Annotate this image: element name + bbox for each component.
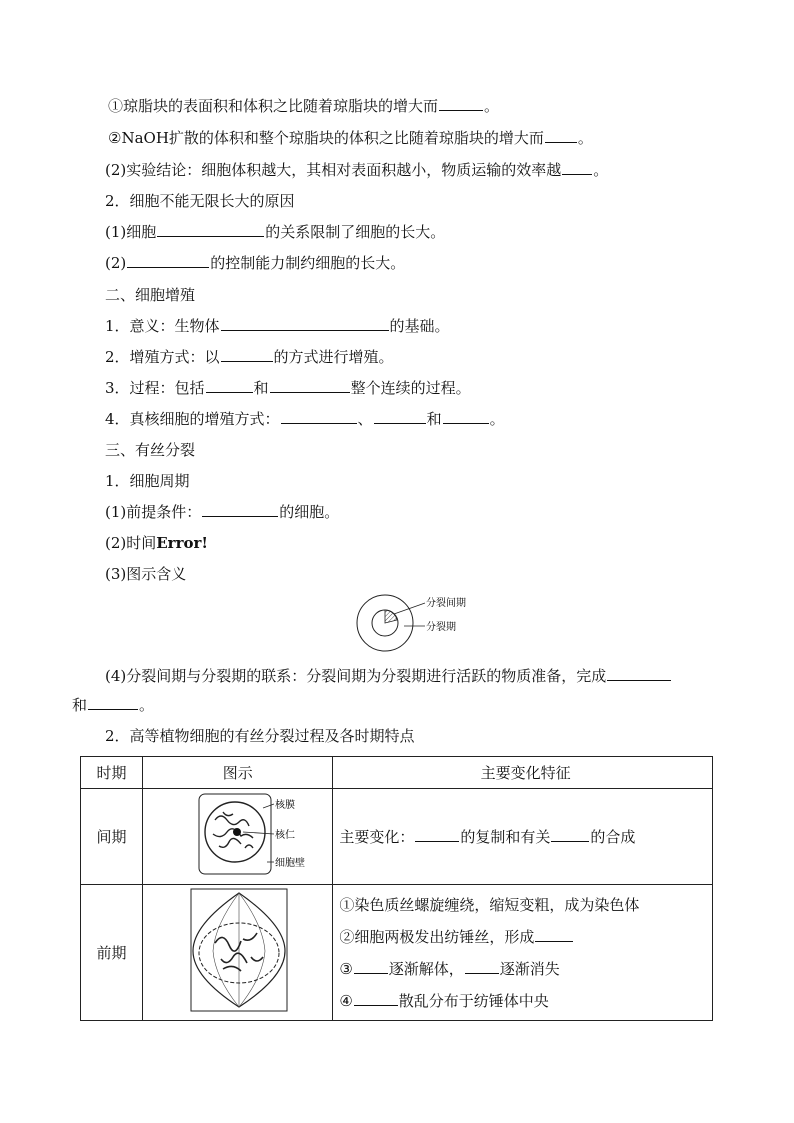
text-line-8 (105, 316, 450, 336)
mitosis-table (80, 756, 713, 1021)
text-line-18 (72, 695, 154, 715)
text-line-11 (105, 409, 505, 429)
text-line-6 (105, 253, 405, 273)
features-cell (333, 885, 713, 1021)
feature-text: ①染色质丝螺旋缠绕，缩短变粗，成为染色体 (339, 895, 640, 914)
line-text: (4)分裂间期与分裂期的联系：分裂间期为分裂期进行活跃的物质准备，完成 (105, 667, 607, 685)
line-text: 。 (484, 97, 500, 115)
text-line-3 (105, 160, 608, 180)
answer-blank[interactable] (443, 409, 489, 424)
answer-blank[interactable] (562, 160, 592, 175)
line-text: 1．意义：生物体 (105, 317, 220, 335)
label-nucleolus: 核仁 (274, 830, 295, 841)
text-line-1 (108, 96, 499, 116)
line-text: 和 (72, 696, 88, 714)
line-text: 2．增殖方式：以 (105, 348, 220, 366)
answer-blank[interactable] (607, 666, 671, 681)
nucleolus (233, 828, 241, 836)
line-text: 整个连续的过程。 (350, 379, 471, 397)
spindle-fibers (213, 893, 265, 1007)
feature-text: 的复制和有关 (460, 827, 551, 846)
text-line-17 (105, 666, 672, 686)
answer-blank[interactable] (354, 959, 388, 974)
answer-blank[interactable] (202, 502, 278, 517)
feature-text: 逐渐解体， (388, 959, 464, 978)
table-row (81, 789, 713, 885)
answer-blank[interactable] (354, 991, 398, 1006)
leader-line (263, 804, 274, 808)
table-header-row (81, 757, 713, 789)
feature-text: ④ (339, 991, 353, 1010)
feature-line (339, 895, 712, 915)
label-nuclear-membrane: 核膜 (274, 800, 295, 811)
figure-cell (143, 885, 333, 1021)
leader-line (394, 603, 425, 614)
text-line-9 (105, 347, 394, 367)
answer-blank[interactable] (465, 959, 499, 974)
text-line-16: (3)图示含义 (105, 565, 187, 583)
line-text: 的细胞。 (279, 503, 340, 521)
prophase-cell-diagram (163, 885, 313, 1015)
feature-text: 逐渐消失 (499, 959, 560, 978)
label-cell-wall: 细胞壁 (274, 858, 305, 869)
text-line-14 (105, 502, 339, 522)
label-mitosis: 分裂期 (426, 622, 456, 633)
line-text: 的基础。 (389, 317, 450, 335)
answer-blank[interactable] (551, 827, 589, 842)
text-line-2 (108, 128, 593, 148)
cell-cycle-figure (350, 592, 480, 654)
label-interphase: 分裂间期 (426, 598, 466, 609)
answer-blank[interactable] (88, 695, 138, 710)
answer-blank[interactable] (374, 409, 426, 424)
answer-blank[interactable] (127, 253, 209, 268)
feature-line (339, 991, 712, 1011)
figure-cell (143, 789, 333, 885)
line-text: 、 (357, 410, 373, 428)
line-text: (2)实验结论：细胞体积越大，其相对表面积越小，物质运输的效率越 (105, 161, 562, 179)
feature-line (339, 927, 712, 947)
section-heading-3: 三、有丝分裂 (105, 441, 196, 459)
line-text: (2) (105, 254, 127, 272)
line-text: 3．过程：包括 (105, 379, 205, 397)
answer-blank[interactable] (415, 827, 459, 842)
answer-blank[interactable] (221, 347, 273, 362)
answer-blank[interactable] (545, 128, 577, 143)
answer-blank[interactable] (535, 927, 573, 942)
line-text: ②NaOH扩散的体积和整个琼脂块的体积之比随着琼脂块的增大而 (108, 129, 544, 147)
feature-text: 散乱分布于纺锤体中央 (398, 991, 549, 1010)
header-period: 时期 (81, 757, 143, 789)
line-text: (1)前提条件： (105, 503, 202, 521)
feature-text: ②细胞两极发出纺锤丝，形成 (339, 927, 535, 946)
line-text: 的方式进行增殖。 (273, 348, 394, 366)
answer-blank[interactable] (439, 96, 483, 111)
period-cell: 间期 (81, 789, 143, 885)
error-text: Error! (156, 534, 208, 552)
text-line-15 (105, 533, 208, 553)
answer-blank[interactable] (157, 222, 264, 237)
line-text: 和 (426, 410, 442, 428)
answer-blank[interactable] (281, 409, 357, 424)
interphase-cell-diagram (163, 790, 313, 878)
header-features: 主要变化特征 (333, 757, 713, 789)
answer-blank[interactable] (206, 378, 253, 393)
header-figure: 图示 (143, 757, 333, 789)
feature-text: 主要变化： (339, 827, 415, 846)
leader-line (243, 832, 274, 834)
text-line-5 (105, 222, 445, 242)
text-line-10 (105, 378, 471, 398)
line-text: 。 (489, 410, 505, 428)
answer-blank[interactable] (221, 316, 389, 331)
line-text: 。 (577, 129, 593, 147)
feature-text: 的合成 (590, 827, 636, 846)
line-text: (2)时间 (105, 534, 157, 552)
section-heading-2: 二、细胞增殖 (105, 286, 196, 304)
line-text: 的关系限制了细胞的长大。 (265, 223, 446, 241)
line-text: 4．真核细胞的增殖方式： (105, 410, 280, 428)
answer-blank[interactable] (270, 378, 350, 393)
line-text: 和 (253, 379, 269, 397)
line-text: 。 (593, 161, 609, 179)
mitosis-sector (385, 610, 397, 623)
feature-line (339, 959, 712, 979)
table-row (81, 885, 713, 1021)
line-text: (1)细胞 (105, 223, 157, 241)
period-cell: 前期 (81, 885, 143, 1021)
text-line-13: 1．细胞周期 (105, 472, 190, 490)
line-text: ①琼脂块的表面积和体积之比随着琼脂块的增大而 (108, 97, 439, 115)
line-text: 。 (139, 696, 155, 714)
text-line-19: 2．高等植物细胞的有丝分裂过程及各时期特点 (105, 727, 415, 745)
features-cell (333, 789, 713, 885)
line-text: 的控制能力制约细胞的长大。 (210, 254, 406, 272)
feature-text: ③ (339, 959, 353, 978)
text-line-4: 2．细胞不能无限长大的原因 (105, 192, 295, 210)
chromatin (213, 812, 253, 848)
